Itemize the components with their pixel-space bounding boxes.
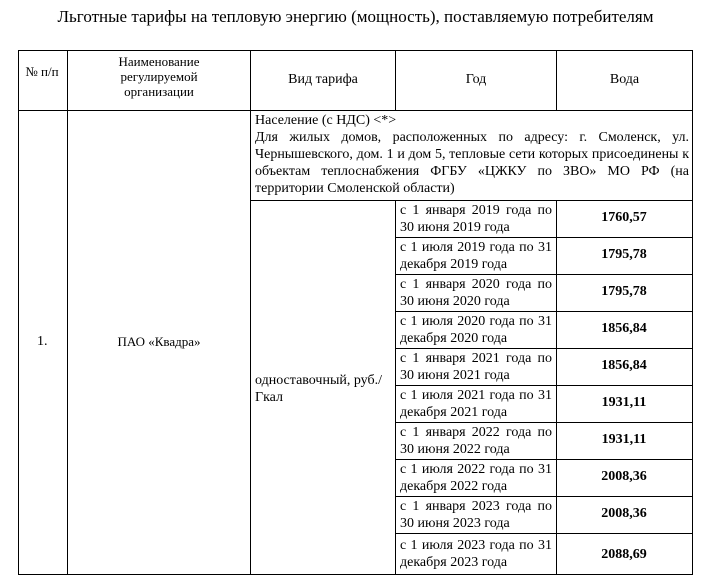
organization-name: ПАО «Квадра» (117, 334, 201, 349)
period-year: с 1 января 2021 года по 30 июня 2021 года (400, 351, 552, 383)
col-divider (395, 200, 396, 575)
water-tariff-value: 1931,11 (601, 432, 647, 447)
row-divider (395, 348, 693, 349)
water-tariff-value: 1856,84 (601, 321, 647, 336)
col-divider (556, 50, 557, 110)
header-water: Вода (609, 72, 640, 87)
period-year: с 1 июля 2023 года по 31 декабря 2023 года (400, 538, 552, 570)
period-year: с 1 июля 2020 года по 31 декабря 2020 года (400, 314, 552, 346)
row-divider (395, 422, 693, 423)
col-divider (67, 50, 68, 575)
table-border-bottom (18, 574, 693, 575)
row-divider (395, 533, 693, 534)
table-border-right (692, 50, 693, 575)
table-border-left (18, 50, 19, 575)
water-tariff-value: 2008,36 (601, 506, 647, 521)
period-year: с 1 января 2022 года по 30 июня 2022 года (400, 425, 552, 457)
col-divider (395, 50, 396, 110)
col-divider (250, 50, 251, 575)
water-tariff-value: 1795,78 (601, 247, 647, 262)
header-year: Год (465, 72, 487, 87)
period-year: с 1 января 2023 года по 30 июня 2023 года (400, 499, 552, 531)
header-divider (18, 110, 693, 111)
water-tariff-value: 2008,36 (601, 469, 647, 484)
water-tariff-value: 1760,57 (601, 210, 647, 225)
water-tariff-value: 1795,78 (601, 284, 647, 299)
row-divider (395, 385, 693, 386)
row-number: 1. (37, 334, 48, 349)
header-num: № п/п (25, 64, 59, 79)
row-divider (395, 459, 693, 460)
table-border-top (18, 50, 693, 51)
tariff-type: одноставочный, руб./Гкал (255, 373, 383, 405)
row-divider (395, 311, 693, 312)
row-divider (395, 237, 693, 238)
period-year: с 1 января 2019 года по 30 июня 2019 года (400, 203, 552, 235)
group-divider (250, 200, 693, 201)
period-year: с 1 июля 2021 года по 31 декабря 2021 года (400, 388, 552, 420)
row-divider (395, 496, 693, 497)
water-tariff-value: 1856,84 (601, 358, 647, 373)
period-year: с 1 января 2020 года по 30 июня 2020 года (400, 277, 552, 309)
period-year: с 1 июля 2022 года по 31 декабря 2022 года (400, 462, 552, 494)
page-title: Льготные тарифы на тепловую энергию (мощность), поставляемую потребителям (57, 7, 654, 26)
row-divider (395, 274, 693, 275)
consumer-group-description: Для жилых домов, расположенных по адресу: г. Смоленск, ул. Чернышевского, дом. 1 и дом 5, тепловые сети которых присоединены к объектам теплоснабжения ФГБУ «ЦЖКУ по ЗВО» МО РФ (на территории Смоленской области) (255, 130, 689, 196)
water-tariff-value: 2088,69 (601, 547, 647, 562)
period-year: с 1 июля 2019 года по 31 декабря 2019 года (400, 240, 552, 272)
header-org: Наименование регулируемой организации (118, 54, 200, 99)
header-tariff-type: Вид тарифа (288, 72, 358, 87)
water-tariff-value: 1931,11 (601, 395, 647, 410)
consumer-group-label: Население (с НДС) <*> (255, 113, 397, 128)
